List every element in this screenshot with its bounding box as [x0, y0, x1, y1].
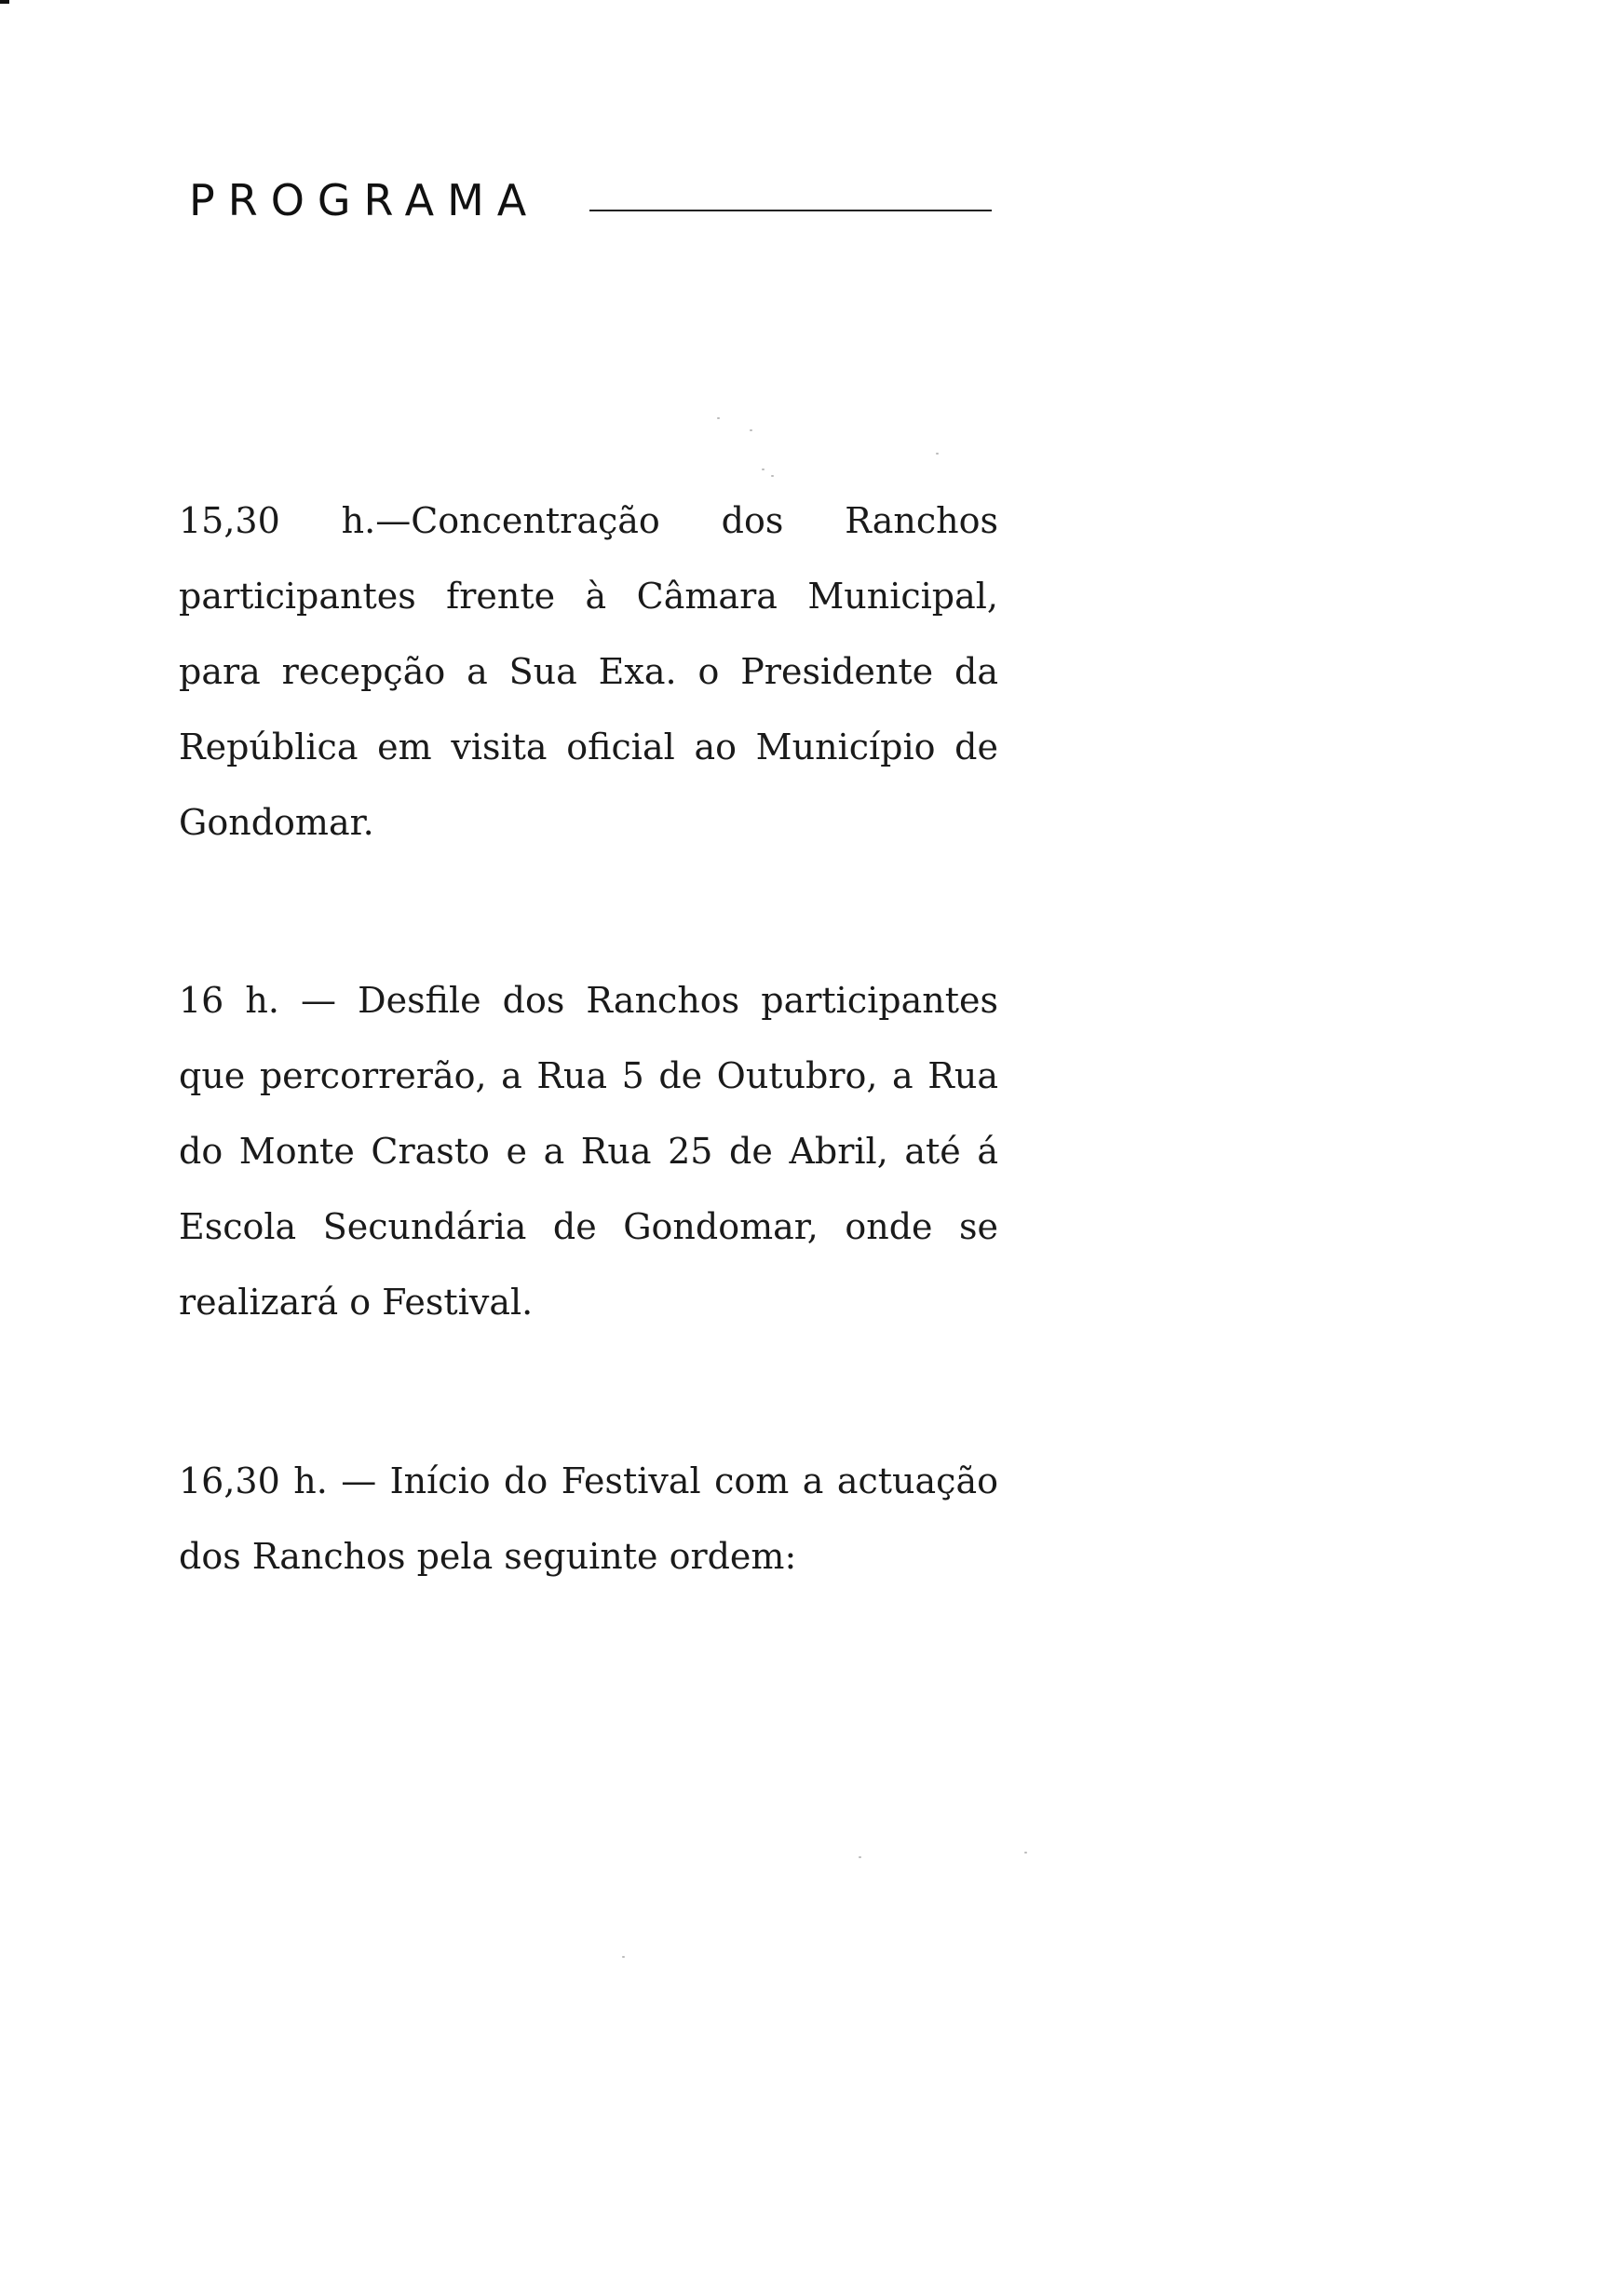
entry-text: Início do Festival com a actuação dos Ranchos pela seguinte ordem:	[179, 1460, 998, 1577]
entry-dash: —	[375, 500, 412, 541]
scan-corner-mark	[0, 0, 9, 4]
scan-speck	[762, 469, 765, 470]
scan-speck	[1024, 1852, 1027, 1854]
entry-time: 15,30 h.	[179, 500, 376, 541]
scan-speck	[859, 1856, 861, 1858]
scan-speck	[936, 453, 939, 455]
page-title: PROGRAMA	[189, 175, 540, 225]
scan-speck	[717, 417, 720, 419]
scan-speck	[771, 475, 774, 477]
entry-time: 16 h.	[179, 980, 279, 1021]
schedule-entry-1630	[179, 1444, 998, 1595]
scan-speck	[622, 1956, 625, 1958]
entry-time: 16,30 h.	[179, 1460, 328, 1501]
heading-rule	[589, 210, 992, 211]
schedule-entry-1530	[179, 483, 998, 861]
scan-speck	[750, 429, 752, 431]
entry-dash: —	[278, 980, 359, 1021]
schedule-entry-16	[179, 963, 998, 1340]
programa-heading	[189, 168, 999, 233]
entry-text: Concentração dos Ranchos participantes frente à Câmara Municipal, para recepção a Sua Exa. o Presidente da República em visita oficial ao Município de Gondomar.	[179, 500, 998, 843]
entry-text: Desfile dos Ranchos participantes que percorrerão, a Rua 5 de Outubro, a Rua do Monte Crasto e a Rua 25 de Abril, até á Escola Secundária de Gondomar, onde se realizará o Festival.	[179, 980, 998, 1323]
entry-dash: —	[327, 1460, 390, 1501]
